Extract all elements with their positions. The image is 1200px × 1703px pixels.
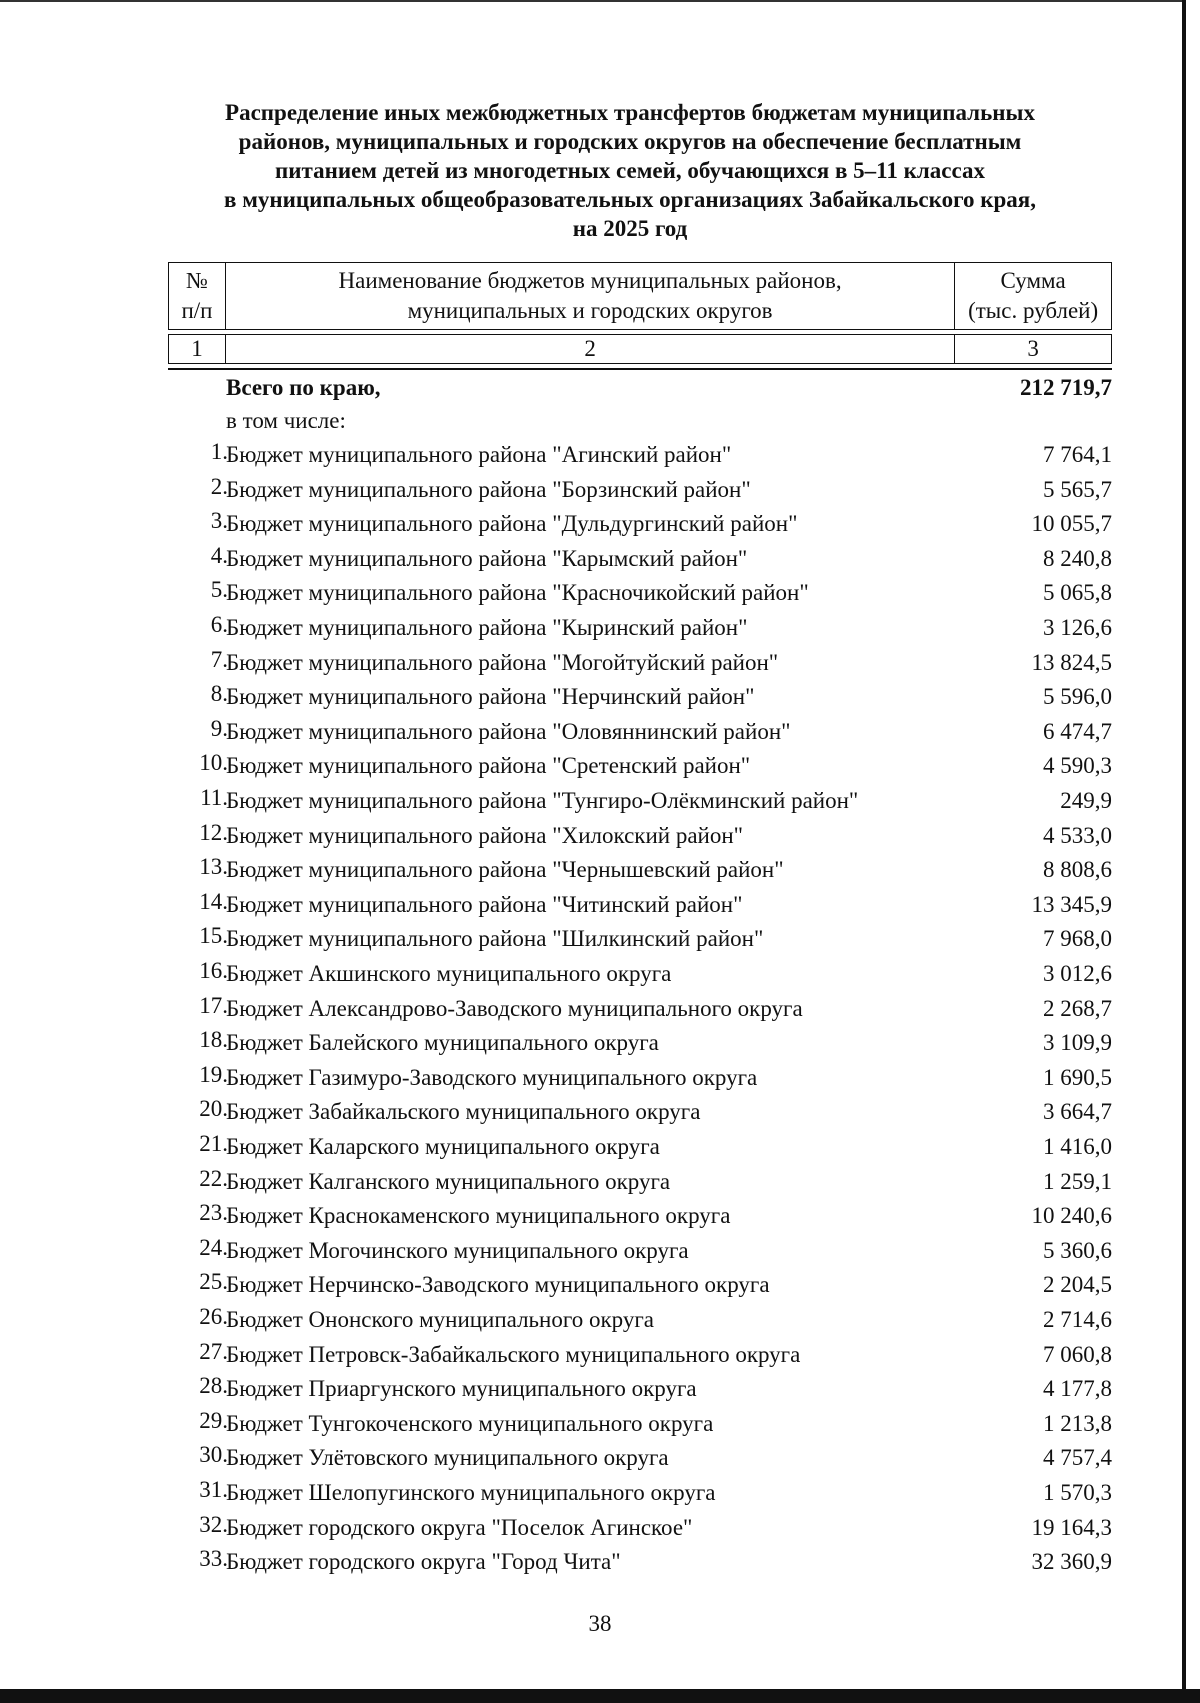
row-number: 7.: [210, 646, 228, 672]
table-row: [168, 853, 1112, 887]
row-number: 13.: [199, 854, 228, 880]
row-name: Бюджет Нерчинско-Заводского муниципального округа: [226, 1272, 770, 1298]
header-name-label: Наименование бюджетов муниципальных районов,: [338, 268, 842, 293]
row-value: 5 596,0: [1043, 684, 1112, 710]
total-value: 212 719,7: [1020, 375, 1112, 400]
header-name-label: муниципальных и городских округов: [407, 298, 773, 323]
row-name: Бюджет Ононского муниципального округа: [226, 1307, 654, 1332]
row-number: 15.: [199, 923, 228, 949]
table-rule: [168, 368, 1112, 370]
total-sublabel: в том числе:: [226, 408, 346, 433]
row-value: 13 345,9: [1031, 891, 1112, 917]
table-row: [168, 1130, 1112, 1164]
row-value: 19 164,3: [1031, 1514, 1112, 1540]
row-number: 21.: [199, 1131, 228, 1156]
row-name: Бюджет муниципального района "Тунгиро-Олёкминский район": [226, 788, 859, 813]
row-value: 32 360,9: [1031, 1549, 1112, 1575]
row-number: 20.: [199, 1096, 228, 1122]
row-name: Бюджет Приаргунского муниципального округа: [226, 1376, 697, 1402]
title-line: питанием детей из многодетных семей, обучающихся в 5–11 классах: [275, 158, 985, 183]
row-value: 5 065,8: [1043, 580, 1112, 606]
row-value: 1 259,1: [1043, 1168, 1112, 1194]
row-number: 32.: [199, 1511, 228, 1537]
column-number: 2: [225, 335, 954, 364]
table-header: [168, 262, 1112, 330]
row-name: Бюджет Краснокаменского муниципального округа: [226, 1203, 731, 1229]
row-number: 11.: [200, 785, 228, 810]
row-value: 5 565,7: [1043, 476, 1112, 502]
total-label: Всего по краю,: [226, 375, 381, 400]
row-value: 5 360,6: [1043, 1237, 1112, 1263]
row-value: 3 012,6: [1043, 961, 1112, 986]
row-name: Бюджет городского округа "Поселок Агинское": [226, 1514, 693, 1540]
row-name: Бюджет Акшинского муниципального округа: [226, 961, 672, 986]
row-number: 1.: [210, 439, 228, 464]
row-value: 3 126,6: [1043, 615, 1112, 640]
scan-edge-top: [0, 0, 1186, 2]
row-number: 12.: [199, 819, 228, 845]
table-row: [168, 1268, 1112, 1302]
row-name: Бюджет Могочинского муниципального округа: [226, 1237, 689, 1263]
row-number: 5.: [210, 577, 228, 603]
row-name: Бюджет Петровск-Забайкальского муниципального округа: [226, 1341, 801, 1367]
row-value: 3 109,9: [1043, 1030, 1112, 1056]
row-name: Бюджет муниципального района "Хилокский район": [226, 822, 744, 848]
table-row: [168, 1061, 1112, 1095]
table-row: [168, 784, 1112, 818]
row-value: 1 213,8: [1043, 1410, 1112, 1436]
header-sum-label: Сумма: [1000, 268, 1066, 293]
header-sum-cell: [955, 263, 1112, 330]
row-number: 26.: [199, 1304, 228, 1329]
header-number-cell: [169, 263, 226, 330]
table-row: [168, 1095, 1112, 1129]
table-row: [168, 1545, 1112, 1579]
title-line: в муниципальных общеобразовательных организациях Забайкальского края,: [224, 187, 1036, 212]
row-value: 4 177,8: [1043, 1376, 1112, 1402]
row-value: 13 824,5: [1031, 649, 1112, 675]
total-subtitle-row: [168, 404, 1112, 438]
row-name: Бюджет муниципального района "Агинский район": [226, 442, 732, 467]
row-value: 7 968,0: [1043, 926, 1112, 952]
header-number-label: №: [185, 268, 208, 293]
row-number: 9.: [210, 715, 228, 741]
row-number: 30.: [199, 1442, 228, 1468]
row-number: 16.: [199, 958, 228, 983]
row-number: 31.: [199, 1477, 228, 1502]
total-row: [168, 371, 1112, 405]
row-value: 6 474,7: [1043, 718, 1112, 744]
row-value: 1 416,0: [1043, 1134, 1112, 1159]
row-value: 1 690,5: [1043, 1064, 1112, 1090]
row-name: Бюджет муниципального района "Борзинский район": [226, 476, 751, 502]
table-row: [168, 992, 1112, 1026]
row-value: 2 204,5: [1043, 1272, 1112, 1298]
row-number: 28.: [199, 1373, 228, 1399]
document-title: [150, 98, 1110, 243]
table-row: [168, 1165, 1112, 1199]
table-column-numbers: [168, 334, 1112, 364]
table-row: [168, 646, 1112, 680]
table-row: [168, 1511, 1112, 1545]
table-row: [168, 1441, 1112, 1475]
table-row: [168, 576, 1112, 610]
table-row: [168, 888, 1112, 922]
table-row: [168, 1234, 1112, 1268]
table-row: [168, 1407, 1112, 1441]
row-name: Бюджет муниципального района "Сретенский район": [226, 753, 751, 779]
row-number: 19.: [199, 1061, 228, 1087]
table-row: [168, 1199, 1112, 1233]
header-number-label: п/п: [181, 298, 213, 323]
header-name-cell: [225, 263, 954, 330]
row-value: 8 240,8: [1043, 545, 1112, 571]
row-number: 2.: [210, 473, 228, 499]
row-number: 17.: [199, 992, 228, 1018]
table-row: [168, 922, 1112, 956]
page-number: 38: [588, 1611, 612, 1636]
row-name: Бюджет Тунгокоченского муниципального округа: [226, 1410, 714, 1436]
title-line: на 2025 год: [572, 216, 688, 241]
row-value: 7 764,1: [1043, 442, 1112, 467]
row-value: 10 055,7: [1031, 511, 1112, 537]
row-number: 8.: [210, 681, 228, 707]
row-name: Бюджет Балейского муниципального округа: [226, 1030, 659, 1056]
row-number: 25.: [199, 1269, 228, 1295]
row-value: 4 533,0: [1043, 822, 1112, 848]
row-number: 33.: [199, 1546, 228, 1572]
table-row: [168, 611, 1112, 645]
row-name: Бюджет Газимуро-Заводского муниципального округа: [226, 1064, 758, 1090]
row-name: Бюджет Каларского муниципального округа: [226, 1134, 660, 1159]
table-row: [168, 507, 1112, 541]
row-name: Бюджет муниципального района "Читинский район": [226, 891, 743, 917]
row-number: 24.: [199, 1234, 228, 1260]
row-number: 18.: [199, 1027, 228, 1053]
row-value: 4 757,4: [1043, 1445, 1112, 1471]
row-name: Бюджет муниципального района "Красночикойский район": [226, 580, 809, 606]
row-value: 2 714,6: [1043, 1307, 1112, 1332]
row-name: Бюджет Шелопугинского муниципального округа: [226, 1480, 716, 1505]
row-value: 8 808,6: [1043, 857, 1112, 883]
header-sum-label: (тыс. рублей): [968, 298, 1099, 323]
column-number: 3: [955, 335, 1112, 364]
table-row: [168, 1303, 1112, 1337]
table-row: [168, 1476, 1112, 1510]
table-row: [168, 957, 1112, 991]
row-value: 1 570,3: [1043, 1480, 1112, 1505]
row-number: 6.: [210, 612, 228, 637]
row-name: Бюджет Забайкальского муниципального округа: [226, 1099, 701, 1125]
row-name: Бюджет муниципального района "Оловяннинский район": [226, 718, 791, 744]
row-value: 10 240,6: [1031, 1203, 1112, 1229]
table-row: [168, 749, 1112, 783]
row-number: 23.: [199, 1200, 228, 1226]
row-value: 3 664,7: [1043, 1099, 1112, 1125]
scan-edge-bottom: [0, 1689, 1200, 1703]
row-name: Бюджет Улётовского муниципального округа: [226, 1445, 669, 1471]
row-name: Бюджет муниципального района "Кыринский район": [226, 615, 748, 640]
row-number: 3.: [210, 508, 228, 534]
row-number: 4.: [210, 542, 228, 568]
scan-edge-right: [1182, 0, 1186, 1690]
row-number: 10.: [199, 750, 228, 776]
row-name: Бюджет муниципального района "Нерчинский район": [226, 684, 755, 710]
row-name: Бюджет муниципального района "Могойтуйский район": [226, 649, 779, 675]
row-value: 249,9: [1060, 788, 1112, 813]
table-row: [168, 473, 1112, 507]
row-name: Бюджет муниципального района "Дульдургинский район": [226, 511, 798, 537]
row-value: 4 590,3: [1043, 753, 1112, 779]
table-row: [168, 438, 1112, 472]
row-number: 22.: [199, 1165, 228, 1191]
row-name: Бюджет муниципального района "Карымский район": [226, 545, 748, 571]
table-row: [168, 542, 1112, 576]
title-line: районов, муниципальных и городских округов на обеспечение бесплатным: [238, 129, 1022, 154]
row-number: 14.: [199, 888, 228, 914]
table-row: [168, 1338, 1112, 1372]
row-name: Бюджет Калганского муниципального округа: [226, 1168, 671, 1194]
table-row: [168, 715, 1112, 749]
row-value: 2 268,7: [1043, 995, 1112, 1021]
row-number: 27.: [199, 1338, 228, 1364]
row-name: Бюджет муниципального района "Шилкинский район": [226, 926, 764, 952]
column-number: 1: [169, 335, 226, 364]
row-number: 29.: [199, 1407, 228, 1433]
title-line: Распределение иных межбюджетных трансфертов бюджетам муниципальных: [225, 100, 1035, 125]
table-row: [168, 819, 1112, 853]
table-row: [168, 1026, 1112, 1060]
table-row: [168, 680, 1112, 714]
row-name: Бюджет городского округа "Город Чита": [226, 1549, 621, 1575]
table-row: [168, 1372, 1112, 1406]
row-value: 7 060,8: [1043, 1341, 1112, 1367]
row-name: Бюджет Александрово-Заводского муниципального округа: [226, 995, 803, 1021]
row-name: Бюджет муниципального района "Чернышевский район": [226, 857, 784, 883]
